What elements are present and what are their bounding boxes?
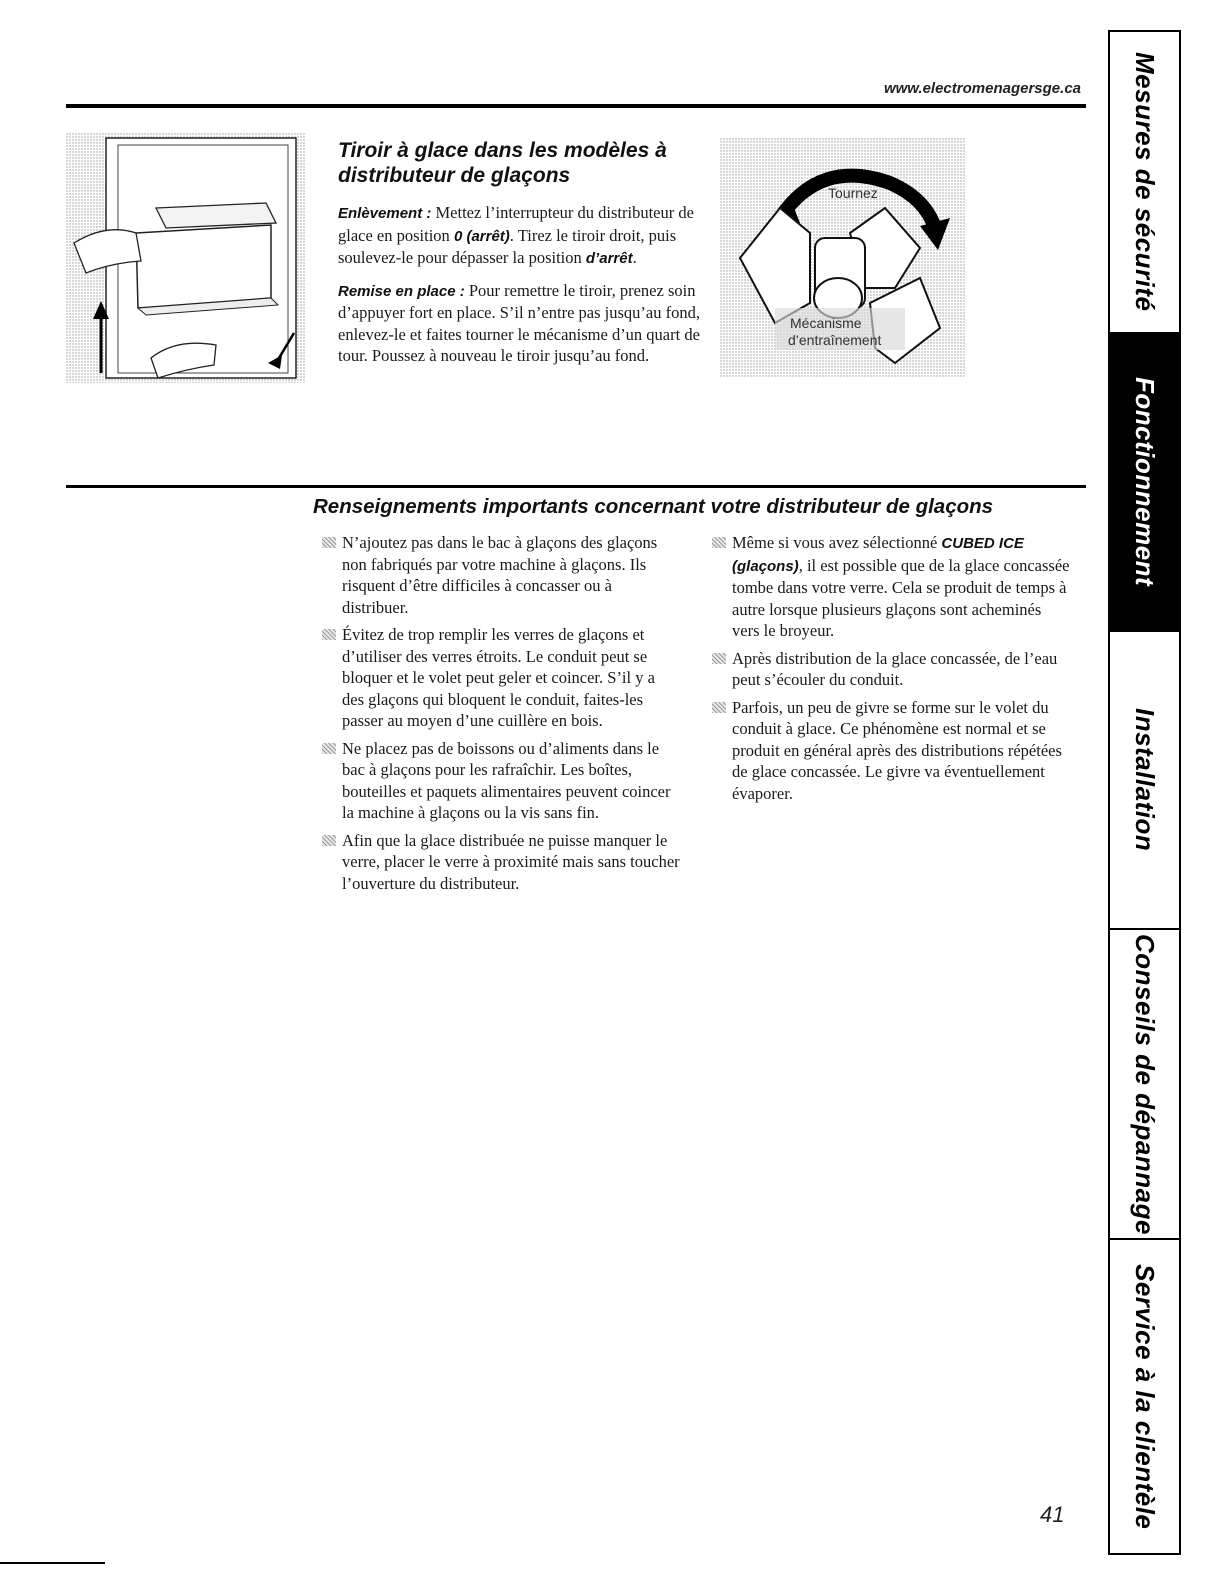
list-item: Évitez de trop remplir les verres de glaçons et d’utiliser des verres étroits. Le conduit peut se bloquer et le volet peut geler et coincer. S’il y a des glaçons qui bloquent le conduit, faites-les passer au moyen d’une cuillère en bois. [320, 624, 680, 732]
mechanism-label-2: d’entraînement [788, 332, 882, 348]
turn-label: Tournez [828, 185, 878, 201]
removal-em-a: 0 (arrêt) [453, 227, 510, 245]
removal-text-a: Mettez l’interrupteur du distributeur de glace en position [338, 203, 694, 245]
cubed-ice-em: CUBED ICE (glaçons) [732, 535, 1024, 575]
info-column-right [710, 532, 1070, 810]
list-item: Ne placez pas de boissons ou d’aliments dans le bac à glaçons pour les rafraîchir. Les boîtes, bouteilles et paquets alimentaires peuvent coincer la machine à glaçons ou la vis sans fin. [320, 738, 680, 824]
bottom-rule [0, 1562, 105, 1564]
removal-label: Enlèvement : [338, 205, 432, 222]
removal-text-c: . [632, 248, 637, 267]
tab-mesures-de-securite[interactable]: Mesures de sécurité [1110, 32, 1179, 334]
tab-service-a-la-clientele[interactable]: Service à la clientèle [1130, 1263, 1160, 1530]
bullet-icon [322, 743, 336, 754]
important-info-title: Renseignements importants concernant votre distributeur de glaçons [313, 495, 994, 518]
removal-paragraph [338, 202, 700, 270]
ice-drawer-section [338, 138, 700, 377]
bullet-icon [712, 653, 726, 664]
bullet-icon [712, 537, 726, 548]
list-item: Après distribution de la glace concassée, de l’eau peut s’écouler du conduit. [710, 648, 1070, 691]
removal-text-b: . Tirez le tiroir droit, puis soulevez-le pour dépasser la position [338, 225, 677, 267]
list-item: Afin que la glace distribuée ne puisse manquer le verre, placer le verre à proximité mais sans toucher l’ouverture du distributeur. [320, 830, 680, 895]
page-number: 41 [1040, 1502, 1065, 1527]
removal-em-b: d’arrêt [585, 250, 633, 267]
website-url: www.electromenagersge.ca [883, 80, 1081, 97]
list-item: Même si vous avez sélectionné CUBED ICE (glaçons), il est possible que de la glace concassée tombe dans votre verre. Cela se produit de temps à autre lorsque plusieurs glaçons sont acheminés vers le broyeur. [710, 532, 1070, 642]
list-item: N’ajoutez pas dans le bac à glaçons des glaçons non fabriqués par votre machine à glaçons. Ils risquent d’être difficiles à concasser ou à distribuer. [320, 532, 680, 618]
section-title: Tiroir à glace dans les modèles à distributeur de glaçons [338, 139, 667, 187]
section-divider [66, 485, 1086, 488]
bullet-icon [712, 702, 726, 713]
info-column-left [320, 532, 680, 900]
list-item: Parfois, un peu de givre se forme sur le volet du conduit à glace. Ce phénomène est normal et se produit en général après des distributions répétées de glace concassée. Le givre va éventuellement évaporer. [710, 697, 1070, 805]
drive-mechanism-illustration [720, 138, 965, 378]
replace-text: Pour remettre le tiroir, prenez soin d’appuyer fort en place. S’il n’entre pas jusqu’au fond, enlevez-le et faites tourner le mécanisme d’un quart de tour. Poussez à nouveau le tiroir jusqu’au fond. [338, 280, 700, 365]
bullet-icon [322, 537, 336, 548]
section-tabs [1108, 30, 1181, 1555]
replace-label: Remise en place : [338, 282, 465, 300]
tab-conseils-de-depannage[interactable]: Conseils de dépannage [1110, 930, 1179, 1240]
tab-installation[interactable]: Installation [1110, 632, 1179, 930]
bullet-icon [322, 835, 336, 846]
replace-paragraph [338, 280, 700, 367]
ice-drawer-illustration [66, 133, 306, 383]
tab-fonctionnement[interactable]: Fonctionnement [1110, 334, 1179, 632]
bullet-icon [322, 629, 336, 640]
top-divider [66, 104, 1086, 108]
mechanism-label-1: Mécanisme [790, 315, 862, 331]
